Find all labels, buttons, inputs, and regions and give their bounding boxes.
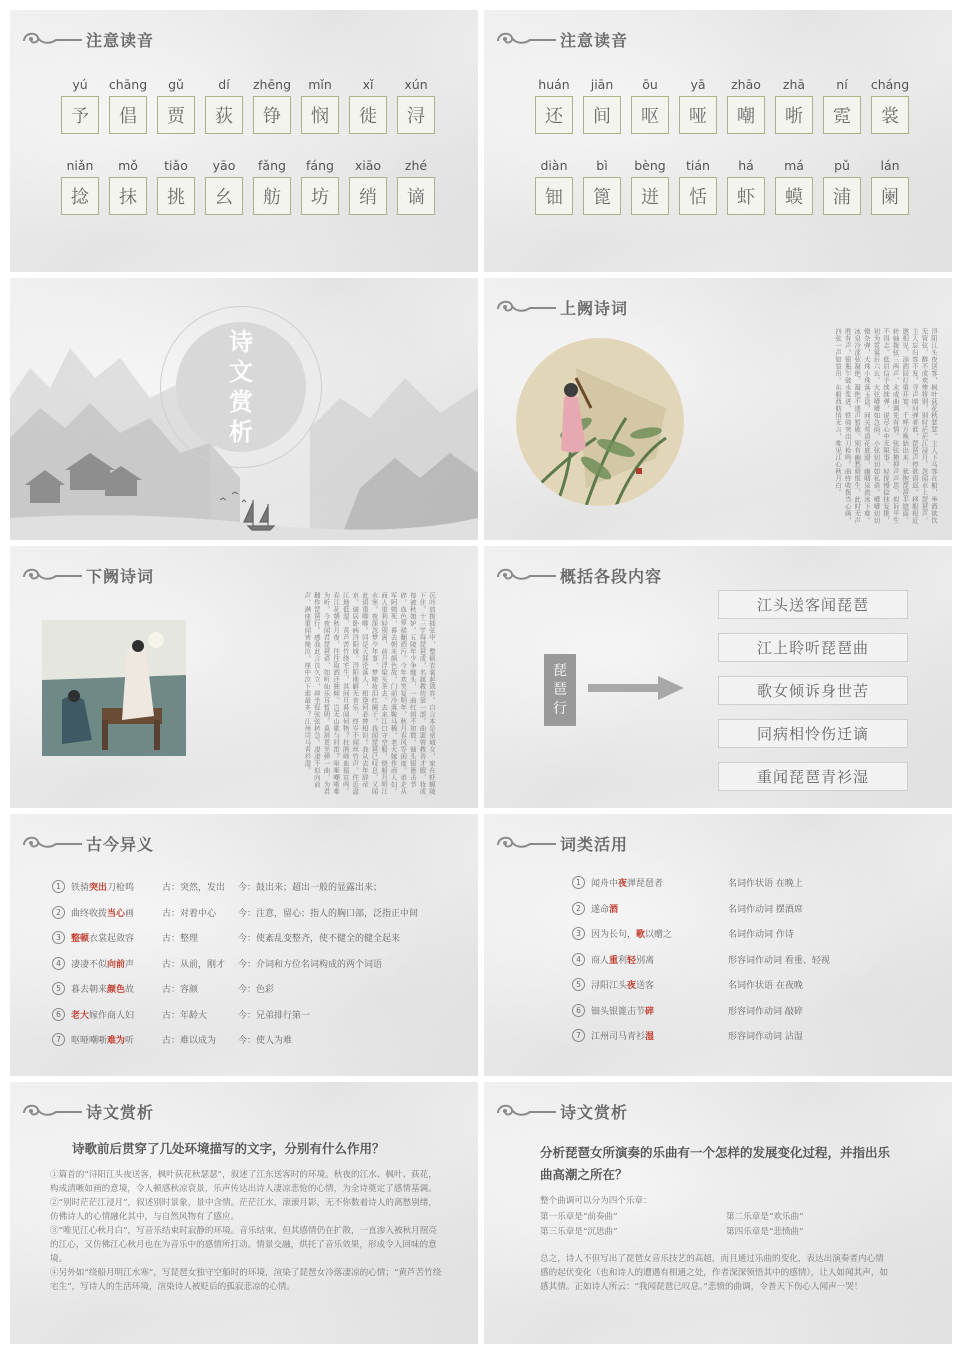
pinyin-label: bì xyxy=(596,158,608,173)
slide-word-class-usage xyxy=(484,814,952,1076)
highlight-word: 夜 xyxy=(618,879,628,890)
title-char: 析 xyxy=(229,417,253,446)
character-box: 荻 xyxy=(205,96,243,134)
phrase-text: 以赠之 xyxy=(645,930,673,941)
phrase-text: 铁骑 xyxy=(71,883,90,894)
arrow-right-icon xyxy=(588,676,684,700)
pinyin-cell xyxy=(344,157,392,215)
item-number: 4 xyxy=(52,957,65,970)
item-number: 5 xyxy=(572,978,585,991)
phrase-text: 商人 xyxy=(591,955,610,966)
pinyin-label: bèng xyxy=(634,158,666,173)
cloud-ornament-icon xyxy=(494,831,558,855)
pinyin-cell xyxy=(56,157,104,215)
character-box: 倡 xyxy=(109,96,147,134)
usage-explanation: 名词作状语 在晚上 xyxy=(728,879,803,890)
character-box: 哑 xyxy=(679,96,717,134)
pinyin-cell xyxy=(392,157,440,215)
pinyin-label: dí xyxy=(218,77,230,92)
pinyin-cell xyxy=(866,157,914,215)
item-number: 1 xyxy=(572,876,585,889)
pinyin-cell xyxy=(722,157,770,215)
slide-section-cover xyxy=(10,278,478,540)
pinyin-cell xyxy=(56,76,104,134)
item-number: 3 xyxy=(572,927,585,940)
pinyin-label: niǎn xyxy=(66,158,94,173)
list-item xyxy=(52,900,472,926)
modern-meaning: 今：鼓出来；超出一般的显露出来； xyxy=(238,883,383,894)
character-box: 间 xyxy=(583,96,621,134)
usage-explanation: 名词作动词 作诗 xyxy=(728,930,794,941)
highlight-word: 整顿 xyxy=(71,934,90,945)
title-circle xyxy=(160,306,322,468)
phrase-text: 利 xyxy=(618,955,628,966)
character-box: 阑 xyxy=(871,177,909,215)
usage-explanation: 名词作动词 摆酒席 xyxy=(728,904,803,915)
pinyin-cell xyxy=(296,157,344,215)
character-box: 裳 xyxy=(871,96,909,134)
list-item xyxy=(52,951,472,977)
slide-header xyxy=(494,562,662,588)
slide-header xyxy=(20,562,154,588)
answer-paragraph: ②“别时茫茫江浸月”，叙述别时景象，景中含情。茫茫江水，滚滚月影，无不你数着诗人的离愁别绪，仿佛诗人的心情融化其中，与自然风物有了感应。 xyxy=(50,1198,437,1222)
center-char: 行 xyxy=(553,700,567,717)
highlight-word: 突出 xyxy=(89,883,108,894)
slide-summary xyxy=(484,546,952,808)
pinyin-label: yú xyxy=(72,77,88,92)
character-box: 霓 xyxy=(823,96,861,134)
character-box: 铮 xyxy=(253,96,291,134)
list-item xyxy=(572,921,932,947)
pinyin-label: lán xyxy=(880,158,900,173)
pinyin-cell xyxy=(578,157,626,215)
character-box: 迸 xyxy=(631,177,669,215)
character-box: 哳 xyxy=(775,96,813,134)
pinyin-label: yāo xyxy=(212,158,236,173)
pinyin-cell xyxy=(770,157,818,215)
summary-item: 歌女倾诉身世苦 xyxy=(718,676,908,705)
pinyin-cell xyxy=(674,157,722,215)
pinyin-label: ōu xyxy=(642,77,658,92)
pinyin-cell xyxy=(818,76,866,134)
pinyin-cell xyxy=(248,157,296,215)
phrase-text: 凄凄不似 xyxy=(71,959,108,970)
item-number: 1 xyxy=(52,880,65,893)
slide-title: 注意读音 xyxy=(560,30,629,50)
usage-explanation: 形容词作动词 敲碎 xyxy=(728,1006,803,1017)
pinyin-label: mǒ xyxy=(118,158,138,173)
list-item xyxy=(572,972,932,998)
pinyin-row-1 xyxy=(56,76,440,134)
summary-text: 总之，诗人不但写出了琵琶女音乐技艺的高超，而且通过乐曲的变化，表达出演奏者内心情感的起伏变化（也和诗人的遭遇有相通之处，作者深深领悟其中的感情），让人如闻其声，如感其情。正如诗人所云：“我闻琵琶已叹息。”悲愤的曲调，令普天下伤心人闻声一哭！ xyxy=(540,1254,889,1292)
pipa-scene-painting-image xyxy=(42,620,186,756)
cloud-ornament-icon xyxy=(494,563,558,587)
list-item xyxy=(52,976,472,1002)
slide-title: 诗文赏析 xyxy=(560,1102,629,1122)
pinyin-label: zhā xyxy=(782,77,806,92)
character-box: 挑 xyxy=(157,177,195,215)
character-box: 捻 xyxy=(61,177,99,215)
cloud-ornament-icon xyxy=(494,295,558,319)
pinyin-cell xyxy=(152,76,200,134)
pinyin-cell xyxy=(578,76,626,134)
slide-second-half-poem xyxy=(10,546,478,808)
character-box: 还 xyxy=(535,96,573,134)
highlight-word: 碎 xyxy=(645,1006,655,1017)
ancient-meaning: 古：难以成为 xyxy=(162,1036,217,1047)
character-box: 恬 xyxy=(679,177,717,215)
pinyin-cell xyxy=(818,157,866,215)
cloud-ornament-icon xyxy=(20,1099,84,1123)
pinyin-cell xyxy=(248,76,296,134)
pinyin-label: mǐn xyxy=(308,77,332,92)
poem-text-vertical: 沉吟放拨插弦中，整顿衣裳起敛容。自言本是京城女，家在虾蟆陵下住。十三学得琵琶成，名属教坊第一部。曲罢曾教善才服，妆成每被秋娘妒。五陵年少争缠头，一曲红绡不知数。钿头银篦击节碎，血色罗裙翻酒污。今年欢笑复明年，秋月春风等闲度。弟走从军阿姨死，暮去朝来颜色故。门前冷落鞍马稀，老大嫁作商人妇。商人重利轻别离，前月浮梁买茶去。去来江口守空船，绕船月明江水寒。夜深忽梦少年事，梦啼妆泪红阑干。我闻琵琶已叹息，又闻此语重唧唧。同是天涯沦落人，相逢何必曾相识！我从去年辞帝京，谪居卧病浔阳城。浔阳地僻无音乐，终岁不闻丝竹声。住近湓江地低湿，黄芦苦竹绕宅生。其间旦暮闻何物？杜鹃啼血猿哀鸣。春江花朝秋月夜，往往取酒还独倾。岂无山歌与村笛？呕哑嘲哳难为听。今夜闻君琵琶语，如听仙乐耳暂明。莫辞更坐弹一曲，为君翻作琵琶行。感我此言良久立，却坐促弦弦转急。凄凄不似向前声，满座重闻皆掩泣。座中泣下谁最多？江州司马青衫湿。 xyxy=(303,592,436,795)
character-box: 悯 xyxy=(301,96,339,134)
center-char: 琶 xyxy=(553,681,567,698)
phrase-text: 暮去朝来 xyxy=(71,985,108,996)
pinyin-cell xyxy=(296,76,344,134)
character-box: 予 xyxy=(61,96,99,134)
title-char: 赏 xyxy=(229,387,253,416)
highlight-word: 当心 xyxy=(107,908,126,919)
character-box: 嘲 xyxy=(727,96,765,134)
item-number: 6 xyxy=(52,1008,65,1021)
item-number: 7 xyxy=(52,1033,65,1046)
summary-item: 重闻琵琶青衫湿 xyxy=(718,762,908,791)
pinyin-cell xyxy=(104,157,152,215)
highlight-word: 颜色 xyxy=(107,985,126,996)
cloud-ornament-icon xyxy=(494,27,558,51)
ancient-meaning: 古：从前，刚才 xyxy=(162,959,226,970)
modern-meaning: 今：使紊乱变整齐，使不健全的健全起来 xyxy=(238,934,401,945)
list-item xyxy=(572,896,932,922)
pinyin-label: má xyxy=(784,158,804,173)
item-number: 4 xyxy=(572,953,585,966)
modern-meaning: 今：色彩 xyxy=(238,985,275,996)
answer-text xyxy=(50,1168,444,1294)
movement-4: 第四乐章是“悲愤曲” xyxy=(726,1227,804,1237)
pinyin-cell xyxy=(152,157,200,215)
phrase-text: 画 xyxy=(125,908,135,919)
pinyin-label: yā xyxy=(690,77,706,92)
pinyin-cell xyxy=(722,76,770,134)
cloud-ornament-icon xyxy=(20,27,84,51)
list-item xyxy=(572,947,932,973)
list-item xyxy=(52,925,472,951)
highlight-word: 酒 xyxy=(609,904,619,915)
title-char: 文 xyxy=(229,357,253,386)
answer-paragraph: ④另外如“绕船月明江水寒”，写琵琶女独守空船时的环境，渲染了琵琶女冷落凄凉的心情；“黄芦苦竹绕宅生”，写诗人的生活环境，渲染诗人被贬后的孤寂悲凉的心情。 xyxy=(50,1268,442,1292)
answer-paragraph: ①篇首的“浔阳江头夜送客，枫叶荻花秋瑟瑟”，叙述了江东送客时的环境。秋夜的江水、枫叶、荻花，构成清晰如画的意境，令人顿感秋凉衰景，乐声传达出诗人凄凉悲怆的心情，为全诗奠定了感情基调。 xyxy=(50,1170,437,1194)
character-box: 虾 xyxy=(727,177,765,215)
character-box: 浦 xyxy=(823,177,861,215)
ancient-meaning: 古：年龄大 xyxy=(162,1010,208,1021)
character-box: 浔 xyxy=(397,96,435,134)
slide-header xyxy=(20,830,154,856)
highlight-word: 轻 xyxy=(627,955,637,966)
pinyin-cell xyxy=(344,76,392,134)
pinyin-label: xiāo xyxy=(354,158,382,173)
phrase-text: 别离 xyxy=(636,955,655,966)
cloud-ornament-icon xyxy=(494,1099,558,1123)
summary-item: 江头送客闻琵琶 xyxy=(718,590,908,619)
ancient-meaning: 古：突然，发出 xyxy=(162,883,226,894)
character-box: 坊 xyxy=(301,177,339,215)
character-box: 谪 xyxy=(397,177,435,215)
pinyin-label: cháng xyxy=(870,77,910,92)
summary-list xyxy=(718,590,908,805)
slide-header xyxy=(20,26,154,52)
list-item xyxy=(572,1023,932,1049)
phrase-text: 遂命 xyxy=(591,904,610,915)
slide-title: 诗文赏析 xyxy=(86,1102,155,1122)
phrase-text: 衣裳起敛容 xyxy=(89,934,135,945)
pinyin-cell xyxy=(200,76,248,134)
item-number: 6 xyxy=(572,1004,585,1017)
pinyin-cell xyxy=(674,76,722,134)
pinyin-label: zhé xyxy=(404,158,428,173)
highlight-word: 难为 xyxy=(107,1036,126,1047)
cloud-ornament-icon xyxy=(20,831,84,855)
slide-appreciation-1 xyxy=(10,1082,478,1344)
pinyin-label: tiǎo xyxy=(164,158,188,173)
item-number: 2 xyxy=(572,902,585,915)
slide-title: 古今异义 xyxy=(86,834,155,854)
ancient-meaning: 古：容颜 xyxy=(162,985,199,996)
character-box: 舫 xyxy=(253,177,291,215)
item-number: 3 xyxy=(52,931,65,944)
pinyin-label: huán xyxy=(538,77,570,92)
modern-meaning: 今：介词和方位名词构成的两个词语 xyxy=(238,959,383,970)
highlight-word: 向前 xyxy=(107,959,126,970)
question-text: 分析琵琶女所演奏的乐曲有一个怎样的发展变化过程，并指出乐曲高潮之所在？ xyxy=(540,1145,891,1182)
pinyin-cell xyxy=(104,76,152,134)
slide-title: 上阙诗词 xyxy=(560,298,629,318)
pinyin-label: pǔ xyxy=(834,158,850,173)
slide-title: 注意读音 xyxy=(86,30,155,50)
movement-2: 第二乐章是“欢乐曲” xyxy=(726,1212,804,1222)
intro-text: 整个曲调可以分为四个乐章： xyxy=(540,1196,652,1206)
pinyin-cell xyxy=(626,76,674,134)
pinyin-row-2 xyxy=(530,157,914,215)
pinyin-row-2 xyxy=(56,157,440,215)
phrase-text: 因为长句， xyxy=(591,930,637,941)
phrase-text: 听 xyxy=(125,1036,135,1047)
character-box: 蟆 xyxy=(775,177,813,215)
modern-meaning: 今：兄弟排行第一 xyxy=(238,1010,311,1021)
phrase-text: 送客 xyxy=(636,981,655,992)
modern-meaning: 今：注意，留心；指人的胸口部，泛指正中间 xyxy=(238,908,419,919)
list-item xyxy=(52,1027,472,1053)
phrase-text: 闻舟中 xyxy=(591,879,619,890)
pinyin-label: xǐ xyxy=(362,77,374,92)
list-item xyxy=(572,870,932,896)
poem-text-vertical: 浔阳江头夜送客，枫叶荻花秋瑟瑟。主人下马客在船，举酒欲饮无管弦。醉不成欢惨将别，别时茫茫江浸月。忽闻水上琵琶声，主人忘归客不发。寻声暗问弹者谁，琵琶声停欲语迟。移船相近邀相见，添酒回灯重开宴。千呼万唤始出来，犹抱琵琶半遮面。转轴拨弦三两声，未成曲调先有情。弦弦掩抑声声思，似诉平生不得志。低眉信手续续弹，说尽心中无限事。轻拢慢捻抹复挑，初为霓裳后六幺。大弦嘈嘈如急雨，小弦切切如私语。嘈嘈切切错杂弹，大珠小珠落玉盘。间关莺语花底滑，幽咽泉流冰下难。冰泉冷涩弦凝绝，凝绝不通声暂歇。别有幽愁暗恨生，此时无声胜有声。银瓶乍破水浆迸，铁骑突出刀枪鸣。曲终收拨当心画，四弦一声如裂帛。东船西舫悄无言，唯见江心秋月白。 xyxy=(834,328,938,524)
phrase-text: 浔阳江头 xyxy=(591,981,628,992)
slide-header xyxy=(494,26,628,52)
pinyin-cell xyxy=(530,157,578,215)
item-number: 5 xyxy=(52,982,65,995)
pinyin-label: fáng xyxy=(306,158,334,173)
slide-appreciation-2 xyxy=(484,1082,952,1344)
highlight-word: 夜 xyxy=(627,981,637,992)
character-box: 钿 xyxy=(535,177,573,215)
item-number: 2 xyxy=(52,906,65,919)
list-item xyxy=(52,1002,472,1028)
movement-1: 第一乐章是“前奏曲” xyxy=(540,1212,618,1222)
pinyin-row-1 xyxy=(530,76,914,134)
meaning-list xyxy=(52,874,472,1053)
pinyin-cell xyxy=(200,157,248,215)
phrase-text: 弹琵琶者 xyxy=(627,879,664,890)
usage-list xyxy=(572,870,932,1049)
slide-title: 下阙诗词 xyxy=(86,566,155,586)
list-item xyxy=(572,998,932,1024)
pinyin-cell xyxy=(626,157,674,215)
center-label-box xyxy=(544,654,576,726)
pinyin-label: zhēng xyxy=(252,77,292,92)
character-box: 抹 xyxy=(109,177,147,215)
slide-title: 概括各段内容 xyxy=(560,566,663,586)
character-box: 徙 xyxy=(349,96,387,134)
answer-paragraph: ③“唯见江心秋月白”，写音乐结束时寂静的环境。音乐结束，但其感情仍在扩散，一直渗入被秋月照亮的江心，又仿佛江心秋月也在为音乐中的感情所打动。情景交融，烘托了音乐效果，形成令人回味的意境。 xyxy=(50,1226,437,1264)
slide-first-half-poem xyxy=(484,278,952,540)
pinyin-label: zhāo xyxy=(731,77,761,92)
pinyin-label: gǔ xyxy=(168,77,184,92)
character-box: 幺 xyxy=(205,177,243,215)
modern-meaning: 今：使人为难 xyxy=(238,1036,293,1047)
title-char: 诗 xyxy=(229,327,253,356)
ancient-meaning: 古：对着中心 xyxy=(162,908,217,919)
phrase-text: 曲终收拨 xyxy=(71,908,108,919)
pinyin-cell xyxy=(530,76,578,134)
usage-explanation: 名词作状语 在夜晚 xyxy=(728,981,803,992)
highlight-word: 重 xyxy=(609,955,619,966)
slide-pronunciation-1 xyxy=(10,10,478,272)
pinyin-label: xún xyxy=(404,77,428,92)
phrase-text: 呕哑嘲哳 xyxy=(71,1036,108,1047)
ancient-meaning: 古：整理 xyxy=(162,934,199,945)
pinyin-label: ní xyxy=(836,77,848,92)
character-box: 篦 xyxy=(583,177,621,215)
highlight-word: 老大 xyxy=(71,1010,90,1021)
phrase-text: 嫁作商人妇 xyxy=(89,1010,135,1021)
slide-pronunciation-2 xyxy=(484,10,952,272)
cloud-ornament-icon xyxy=(20,563,84,587)
item-number: 7 xyxy=(572,1029,585,1042)
list-item xyxy=(52,874,472,900)
pinyin-label: fǎng xyxy=(258,158,286,173)
summary-item: 江上聆听琵琶曲 xyxy=(718,633,908,662)
slide-title: 词类活用 xyxy=(560,834,629,854)
pinyin-label: diàn xyxy=(540,158,568,173)
character-box: 绡 xyxy=(349,177,387,215)
movement-3: 第三乐章是“沉思曲” xyxy=(540,1227,618,1237)
usage-explanation: 形容词作动词 看重、轻视 xyxy=(728,955,830,966)
phrase-text: 江州司马青衫 xyxy=(591,1032,646,1043)
phrase-text: 刀枪鸣 xyxy=(107,883,135,894)
slide-ancient-modern-meanings xyxy=(10,814,478,1076)
pinyin-cell xyxy=(866,76,914,134)
character-box: 呕 xyxy=(631,96,669,134)
character-box: 贾 xyxy=(157,96,195,134)
pinyin-cell xyxy=(392,76,440,134)
slide-header xyxy=(494,1098,628,1124)
pipa-player-painting-image xyxy=(516,338,684,506)
phrase-text: 钿头银篦击节 xyxy=(591,1006,646,1017)
question-text: 诗歌前后贯穿了几处环境描写的文字，分别有什么作用？ xyxy=(72,1141,385,1156)
highlight-word: 歌 xyxy=(636,930,646,941)
highlight-word: 湿 xyxy=(645,1032,655,1043)
slide-header xyxy=(494,830,628,856)
slide-header xyxy=(494,294,628,320)
pinyin-label: há xyxy=(738,158,754,173)
summary-item: 同病相怜伤迁谪 xyxy=(718,719,908,748)
pinyin-label: tián xyxy=(686,158,710,173)
pinyin-label: chāng xyxy=(108,77,148,92)
pinyin-cell xyxy=(770,76,818,134)
phrase-text: 故 xyxy=(125,985,135,996)
usage-explanation: 形容词作动词 沾湿 xyxy=(728,1032,803,1043)
phrase-text: 声 xyxy=(125,959,135,970)
pinyin-label: jiān xyxy=(590,77,614,92)
slide-header xyxy=(20,1098,154,1124)
center-char: 琵 xyxy=(553,662,567,679)
